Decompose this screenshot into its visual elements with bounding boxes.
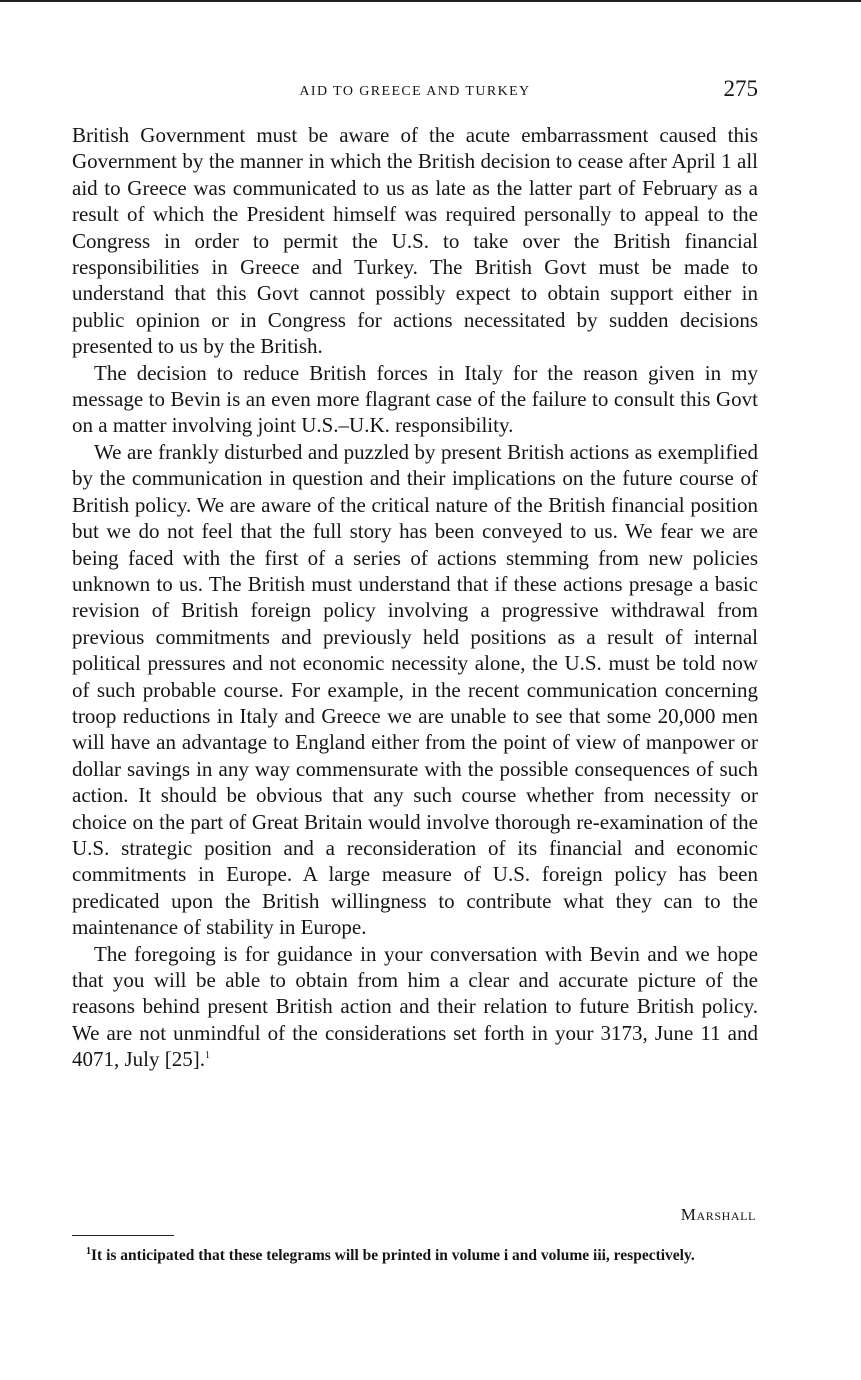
signature: Marshall <box>680 1205 756 1224</box>
footnote-text: It is anticipated that these telegrams will be printed in volume i and volume iii, respectively. <box>91 1247 695 1264</box>
body-text <box>72 122 758 1073</box>
paragraph-guidance-text: The foregoing is for guidance in your conversation with Bevin and we hope that you will be able to obtain from him a clear and accurate picture of the reasons behind present British action and their relation to future British policy. We are not unmindful of the considerations set forth in your 3173, June 11 and 4071, July [25]. <box>72 941 758 1072</box>
page-number: 275 <box>723 76 758 101</box>
paragraph-continuation: British Government must be aware of the acute embarrassment caused this Government by the manner in which the British decision to cease after April 1 all aid to Greece was communicated to us as late as the latter part of February as a result of which the President himself was required personally to appeal to the Congress in order to permit the U.S. to take over the British financial responsibilities in Greece and Turkey. The British Govt must be made to understand that this Govt cannot possibly expect to obtain support either in public opinion or in Congress for actions necessitated by sudden decisions presented to us by the British. <box>72 123 758 359</box>
footnote-marker: 1 <box>86 1245 91 1257</box>
top-border <box>0 0 861 2</box>
footnote-reference: 1 <box>205 1050 210 1062</box>
paragraph-forces-italy: The decision to reduce British forces in Italy for the reason given in my message to Bevin is an even more flagrant case of the failure to consult this Govt on a matter involving joint U.S.–U.K. responsibility. <box>72 360 758 438</box>
footnote <box>72 1247 754 1265</box>
paragraph-british-actions: We are frankly disturbed and puzzled by present British actions as exemplified by the communication in question and their implications on the future course of British policy. We are aware of the critical nature of the British financial position but we do not feel that the full story has been conveyed to us. We fear we are being faced with the first of a series of actions stemming from new policies unknown to us. The British must understand that if these actions presage a basic revision of British foreign policy involving a progressive withdrawal from previous commitments and previously held positions as a result of internal political pressures and not economic necessity alone, the U.S. must be told now of such probable course. For example, in the recent communication concerning troop reductions in Italy and Greece we are unable to see that some 20,000 men will have an advantage to England either from the point of view of manpower or dollar savings in any way commensurate with the possible consequences of such action. It should be obvious that any such course whether from necessity or choice on the part of Great Britain would involve thorough re-examination of the U.S. strategic position and a reconsideration of its financial and economic commitments in Europe. A large measure of U.S. foreign policy has been predicated upon the British willingness to contribute what they can to the maintenance of stability in Europe. <box>72 439 758 940</box>
footnote-divider <box>72 1235 174 1236</box>
paragraph-guidance <box>72 941 758 1073</box>
running-head <box>72 76 758 106</box>
running-title: AID TO GREECE AND TURKEY <box>299 84 531 99</box>
